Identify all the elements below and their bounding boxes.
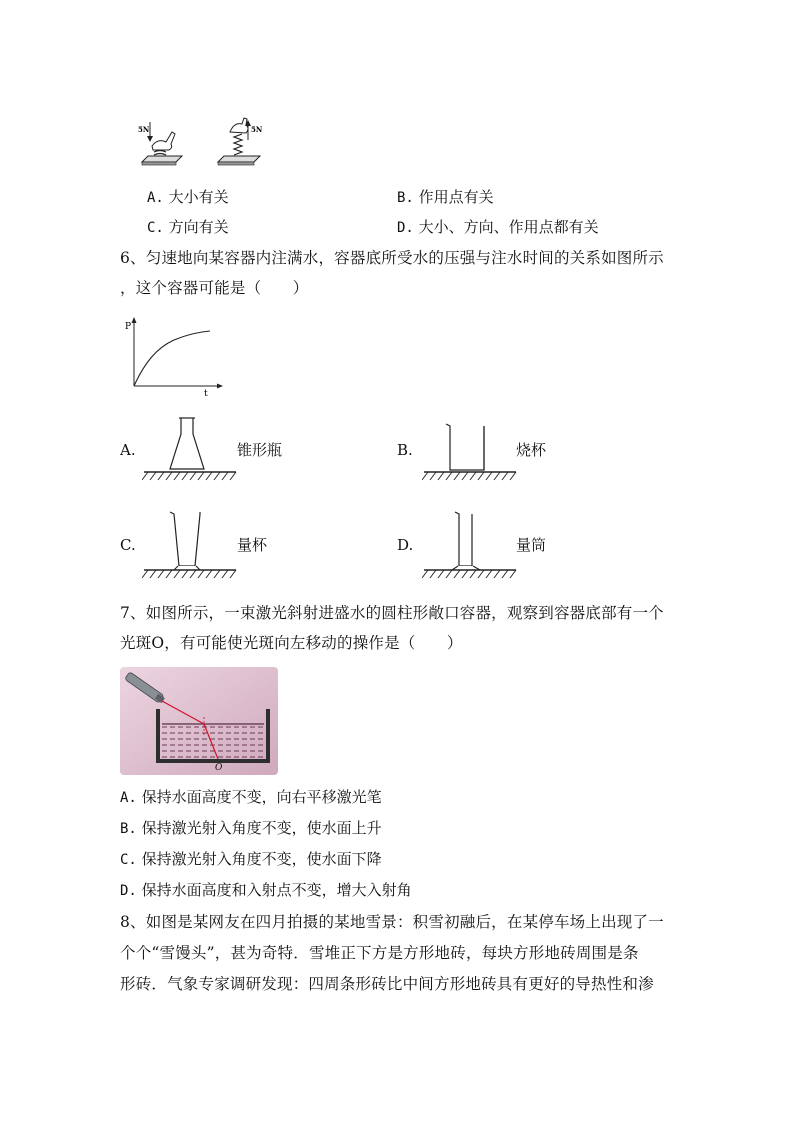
q7-stem-line2: 光斑O，有可能使光斑向左移动的操作是（ ） [120,634,463,652]
q7-option-d [120,880,412,901]
q7-option-a [120,787,382,808]
option-text: 保持水面高度不变，向右平移激光笔 [141,788,382,806]
measuring-cup-icon [142,506,238,582]
beaker-icon [422,414,518,486]
option-letter: A. [147,190,164,206]
option-text: 大小有关 [168,188,229,206]
q7-stem-line1: 7、如图所示，一束激光斜射进盛水的圆柱形敞口容器，观察到容器底部有一个 [120,604,664,622]
option-letter: A. [120,790,137,806]
laser-water-container-photo [120,667,278,775]
q6-stem-line2: ，这个容器可能是（ ） [120,279,309,297]
option-letter: B. [397,190,414,206]
option-text: 大小、方向、作用点都有关 [418,218,599,236]
q6-option-a-letter: A. [120,441,136,459]
q8-stem-line1: 8、如图是某网友在四月拍摄的某地雪景：积雪初融后，在某停车场上出现了一 [120,913,664,931]
graph-y-label: P [125,322,132,332]
q5-option-d [397,217,599,238]
option-text: 作用点有关 [418,188,494,206]
q5-left-force-label: 5N [138,125,150,134]
q6-pressure-time-graph [120,314,230,400]
q6-stem-line1: 6、匀速地向某容器内注满水，容器底所受水的压强与注水时间的关系如图所示 [120,249,664,267]
option-text: 保持激光射入角度不变，使水面上升 [141,819,382,837]
q5-option-a [147,187,229,208]
graph-x-label: t [204,389,208,399]
graduated-cylinder-icon [422,506,518,582]
q6-option-c-name: 量杯 [237,536,268,554]
q7-option-b [120,818,382,839]
q8-stem-line3: 形砖．气象专家调研发现：四周条形砖比中间方形地砖具有更好的导热性和渗 [120,975,654,993]
q6-option-b-name: 烧杯 [516,441,547,459]
option-text: 方向有关 [168,218,229,236]
option-text: 保持激光射入角度不变，使水面下降 [141,850,382,868]
option-letter: C. [147,220,164,236]
option-text: 保持水面高度和入射点不变，增大入射角 [141,881,412,899]
q8-stem-line2: 个个“雪馒头”，甚为奇特．雪堆正下方是方形地砖，每块方形地砖周围是条 [120,944,639,962]
q6-option-a-name: 锥形瓶 [237,441,283,459]
conical-flask-icon [142,414,238,486]
q6-option-c-letter: C. [120,536,136,554]
option-letter: D. [397,220,414,236]
light-spot-label: O [215,763,223,773]
q6-option-b-letter: B. [397,441,413,459]
q5-option-b [397,187,494,208]
option-letter: D. [120,883,137,899]
option-letter: C. [120,852,137,868]
q5-right-force-label: 5N [251,125,263,134]
q6-option-d-name: 量筒 [516,536,547,554]
q6-option-d-letter: D. [397,536,414,554]
option-letter: B. [120,821,137,837]
q7-option-c [120,849,382,870]
q5-spring-figure [138,116,268,174]
q5-option-c [147,217,229,238]
